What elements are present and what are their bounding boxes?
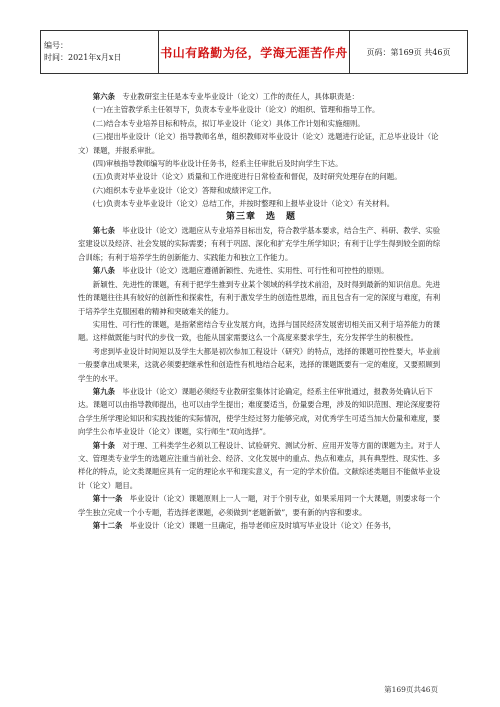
- article-6-intro: [78, 90, 444, 103]
- article-6-tag: 第六条: [92, 92, 115, 101]
- chapter-title: 第三章 选 题: [225, 211, 296, 222]
- article-11-tag: 第十一条: [92, 494, 123, 504]
- article-12-tag: 第十二条: [92, 521, 123, 530]
- article-6-item: (七)负责本专业毕业设计（论文）总结工作，并按时整理和上报毕业设计（论文）有关材料。: [92, 199, 395, 209]
- article-8-paragraph: 考虑到毕业设计时间短以及学生大都是初次参加工程设计（研究）的特点，选择的课题可控性要大，毕业前一般要拿出成果来，这就必须要把继承性和创造性有机地结合起来，选择的课题既要有一定的难度，又要照顾到学生的水平。: [78, 346, 441, 383]
- header-page-label: 页码：第169页 共46页: [366, 47, 451, 57]
- article-7: [78, 224, 444, 264]
- article-11: [78, 492, 444, 519]
- header-meta: [41, 31, 159, 73]
- document-body: [78, 90, 444, 532]
- article-8-text: 毕业设计（论文）选题应遵循新颖性、先进性、实用性、可行性和可控性的原则。: [122, 266, 389, 276]
- article-12-text: 毕业设计（论文）课题一旦确定，指导老师应及时填写毕业设计（论文）任务书，: [129, 521, 396, 530]
- time-label: 时间：2021年x月x日: [44, 53, 122, 62]
- article-10-text: 对于理、工科类学生必须以工程设计、试验研究、测试分析、应用开发等方面的课题为主。对于人文、管理类专业学生的选题应注重当前社会、经济、文化发展中的重点、热点和难点，具有典型性、现实性、多样化的特点，论文类课题应具有一定的理论水平和现实意义，有一定的学术价值。文献综述类题目不能做毕业设计（论文）题目。: [78, 440, 441, 490]
- article-6-item: (一)在主管教学系主任领导下，负责本专业毕业设计（论文）的组织、管理和指导工作。: [92, 105, 380, 115]
- article-8-paragraph: 实用性、可行性的课题，是指紧密结合专业发展方向，选择与国民经济发展密切相关而又利于培养能力的课题。这样做既能与时代的步伐一致，也能从国家需要这么一个高度来要求学生，充分发挥学生的积极性。: [78, 319, 441, 343]
- article-9-tag: 第九条: [92, 386, 115, 396]
- article-8-tag: 第八条: [92, 266, 115, 276]
- article-6-item: (四)审核指导教师编写的毕业设计任务书，经系主任审批后及时向学生下达。: [92, 159, 343, 169]
- article-10: [78, 439, 444, 493]
- article-6-item: (五)负责对毕业设计（论文）质量和工作进度进行日常检查和督促，及时研究处理存在的问题。: [92, 172, 402, 182]
- article-8: [78, 264, 444, 277]
- article-11-text: 毕业设计（论文）课题原则上一人一题，对于个别专业，如果采用同一个大课题，则要求每一个学生独立完成一个小专题，若选择老课题，必须做到“老题新做”，要有新的内容和要求。: [78, 494, 441, 517]
- article-6-item: (六)组织本专业毕业设计（论文）答辩和成绩评定工作。: [92, 185, 276, 195]
- article-9: [78, 385, 444, 439]
- article-6-item: (二)结合本专业培养目标和特点，拟订毕业设计（论文）具体工作计划和实施细则。: [92, 118, 365, 128]
- article-7-text: 毕业设计（论文）选题应从专业培养目标出发，符合教学基本要求，结合生产、科研、教学、实验室建设以及经济、社会发展的实际需要；有利于巩固、深化和扩充学生所学知识；有利于让学生得到较全面的综合训练；有利于培养学生的创新能力、实践能力和独立工作能力。: [78, 226, 441, 262]
- article-9-text: 毕业设计（论文）课题必须经专业教研室集体讨论确定，经系主任审批通过，报教务处确认后下达。课题可以由指导教师提出，也可以由学生提出；难度要适当，份量要合理，涉及的知识范围、理论深度要符合学生所学理论知识和实践技能的实际情况，使学生经过努力能够完成，对优秀学生可适当加大份量和难度，要向学生公布毕业设计（论文）课题，实行师生“双向选择”。: [78, 386, 441, 437]
- article-6-text: 专业教研室主任是本专业毕业设计（论文）工作的责任人，具体职责是：: [122, 92, 359, 101]
- article-12: [78, 519, 444, 532]
- article-10-tag: 第十条: [92, 440, 115, 450]
- page-footer: 第169页共46页: [384, 685, 438, 694]
- page-header: [40, 30, 468, 74]
- header-motto: 书山有路勤为径，学海无涯苦作舟: [159, 31, 350, 73]
- number-label: 编号：: [44, 41, 68, 50]
- article-6-item: (三)提出毕业设计（论文）指导教师名单，组织教师对毕业设计（论文）选题进行论证，汇总毕业设计（论文）课题，并报系审批。: [78, 132, 439, 155]
- article-7-tag: 第七条: [92, 226, 115, 236]
- article-8-paragraph: 新颖性、先进性的课题，有利于把学生推到专业某个领域的科学技术前沿，及时得到最新的知识信息。先进性的课题往往具有较好的创新性和探索性，有利于激发学生的创造性思维，而且包含有一定的深度与难度，有利于培养学生克服困难的精神和突破难关的能力。: [78, 279, 441, 316]
